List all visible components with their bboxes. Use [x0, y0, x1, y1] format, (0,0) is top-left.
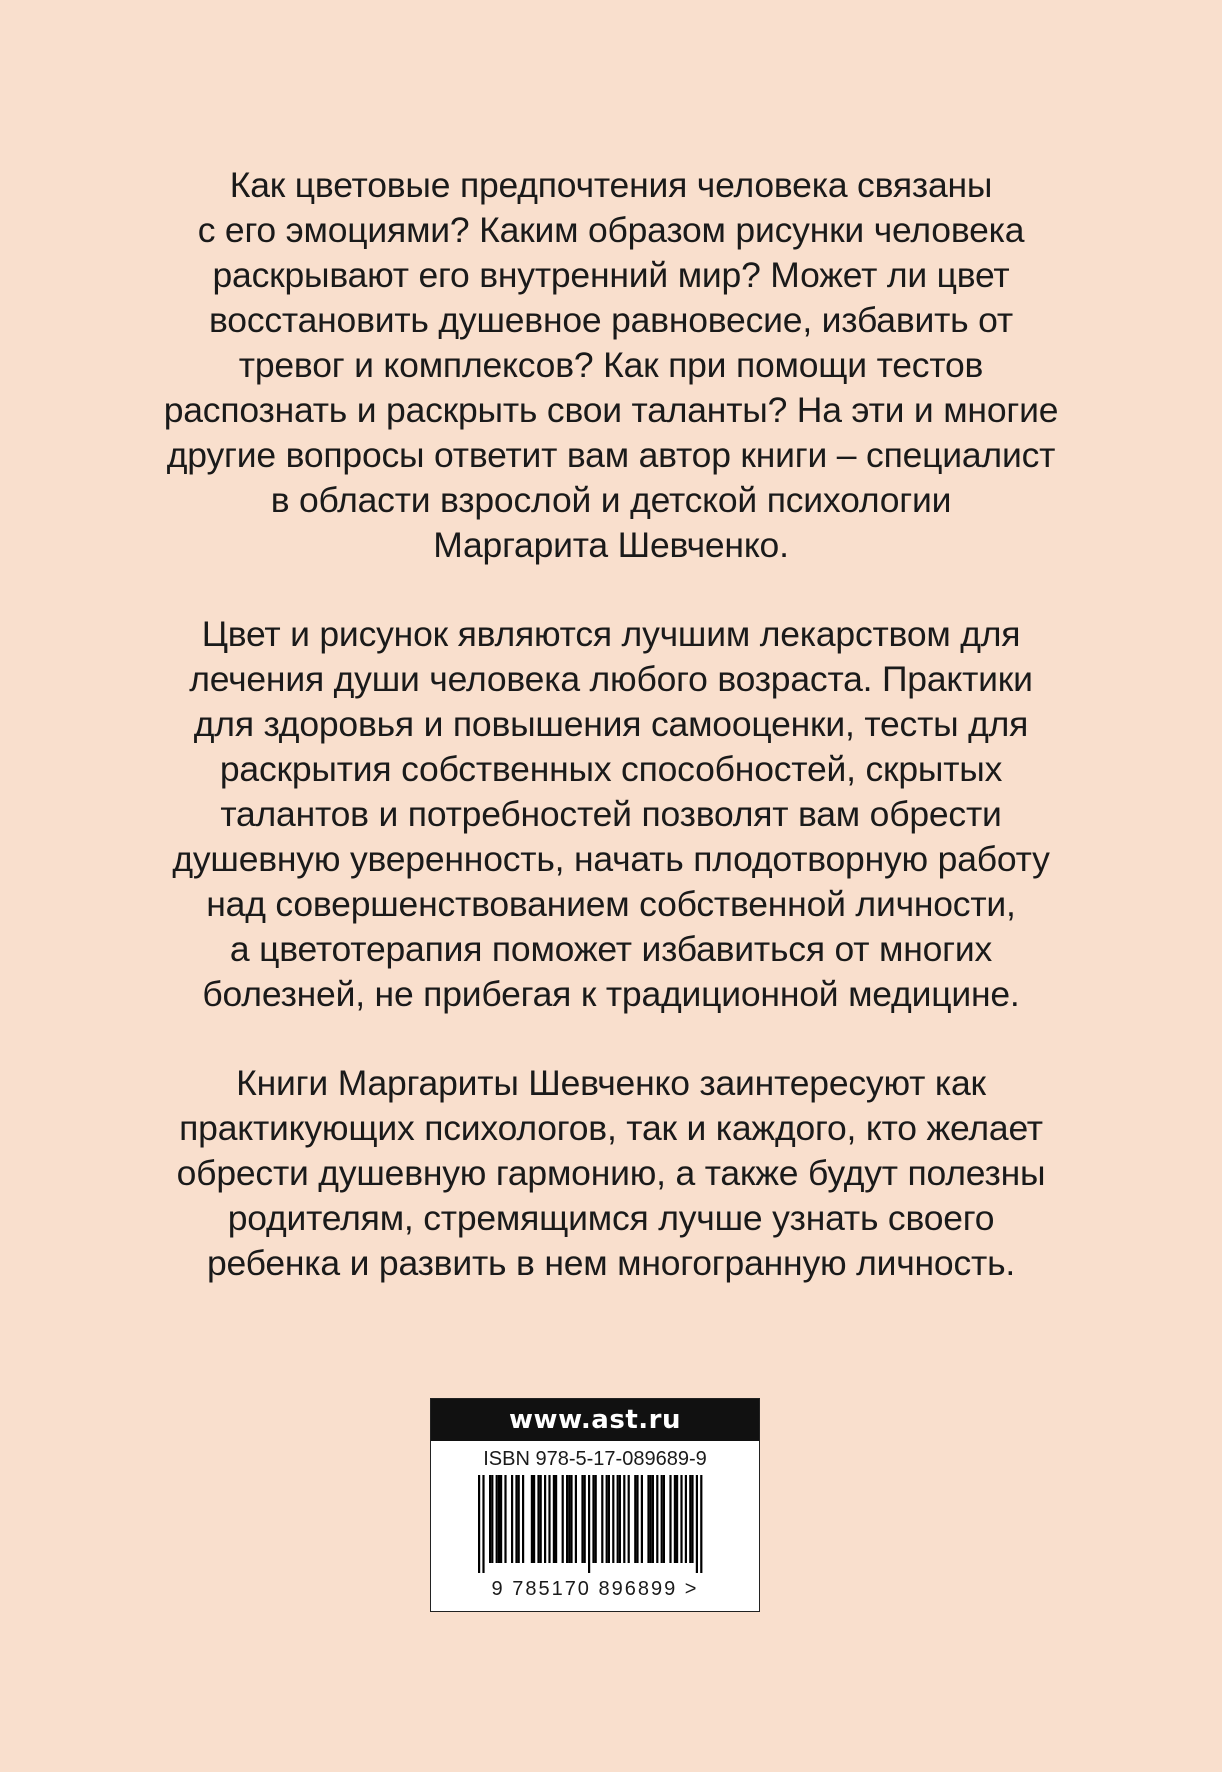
barcode-bar	[515, 1475, 517, 1563]
text-line: с его эмоциями? Каким образом рисунки человека	[197, 210, 1025, 250]
barcode-bar	[676, 1475, 678, 1563]
barcode-bar	[581, 1475, 583, 1563]
publisher-website: www.ast.ru	[431, 1399, 759, 1441]
description-paragraph-2	[60, 612, 1162, 1017]
text-line: Маргарита Шевченко.	[433, 525, 789, 565]
barcode-bar	[522, 1475, 524, 1563]
barcode-bar	[531, 1475, 533, 1563]
text-line: родителям, стремящимся лучше узнать своего	[227, 1198, 995, 1238]
barcode-bar	[562, 1475, 564, 1563]
barcode-bar	[669, 1475, 671, 1563]
barcode-bar	[544, 1475, 546, 1563]
barcode-bar	[689, 1475, 691, 1563]
text-line: тревог и комплексов? Как при помощи тестов	[238, 345, 984, 385]
barcode-bar	[555, 1475, 557, 1563]
barcode-bar	[656, 1475, 658, 1563]
barcode-icon	[470, 1475, 720, 1575]
barcode-bar	[553, 1475, 555, 1563]
barcode-bar	[619, 1475, 621, 1563]
barcode-digits: 9 785170 896899 >	[491, 1578, 699, 1600]
barcode-bar	[518, 1475, 520, 1563]
barcode-bar	[537, 1475, 539, 1563]
barcode-bar	[674, 1475, 676, 1563]
barcode-bar	[478, 1475, 480, 1573]
barcode-bar	[568, 1475, 570, 1563]
barcode-bar	[601, 1475, 603, 1563]
text-line: раскрытия собственных способностей, скрытых	[219, 749, 1003, 789]
description-paragraph-1	[60, 163, 1162, 568]
text-line: восстановить душевное равновесие, избавить от	[209, 300, 1013, 340]
barcode-bar	[700, 1475, 702, 1573]
text-line: над совершенствованием собственной личности,	[206, 884, 1016, 924]
barcode-bar	[482, 1475, 484, 1573]
barcode-bar	[652, 1475, 654, 1563]
barcode-bar	[650, 1475, 652, 1563]
text-line: обрести душевную гармонию, а также будут полезны	[176, 1153, 1046, 1193]
barcode-bar	[588, 1475, 590, 1573]
text-line: практикующих психологов, так и каждого, кто желает	[179, 1108, 1043, 1148]
barcode-bar	[566, 1475, 568, 1563]
text-line: распознать и раскрыть свои таланты? На эти и многие	[163, 390, 1059, 430]
barcode-bar	[691, 1475, 693, 1563]
text-line: ребенка и развить в нем многогранную личность.	[206, 1243, 1016, 1283]
isbn-number: ISBN 978-5-17-089689-9	[483, 1448, 707, 1470]
text-line: раскрывают его внутренний мир? Может ли цвет	[212, 255, 1010, 295]
barcode-bar	[533, 1475, 535, 1563]
barcode-bar	[685, 1475, 687, 1563]
barcode-bar	[584, 1475, 586, 1563]
text-line: болезней, не прибегая к традиционной медицине.	[202, 974, 1020, 1014]
barcode-bar	[634, 1475, 636, 1563]
barcode-bar	[636, 1475, 638, 1563]
barcode-bar	[612, 1475, 614, 1563]
barcode-label	[430, 1398, 760, 1612]
barcode-bar	[647, 1475, 649, 1563]
barcode-bar	[489, 1475, 491, 1563]
barcode-bar	[540, 1475, 542, 1563]
barcode-bar	[511, 1475, 513, 1563]
text-line: Цвет и рисунок являются лучшим лекарством для	[201, 614, 1021, 654]
barcode-bar	[680, 1475, 682, 1563]
barcode-bar	[548, 1475, 550, 1563]
barcode-bar	[500, 1475, 502, 1563]
barcode-bar	[696, 1475, 698, 1573]
text-line: другие вопросы ответит вам автор книги – специалист	[166, 435, 1056, 475]
barcode-bar	[606, 1475, 608, 1563]
barcode-bar	[491, 1475, 493, 1563]
barcode-bar	[661, 1475, 663, 1563]
text-line: в области взрослой и детской психологии	[270, 480, 952, 520]
text-line: талантов и потребностей позволят вам обрести	[220, 794, 1002, 834]
barcode-bar	[617, 1475, 619, 1563]
barcode-bar	[608, 1475, 610, 1563]
barcode-bar	[628, 1475, 630, 1563]
barcode-bar	[575, 1475, 577, 1563]
barcode-bar	[570, 1475, 572, 1563]
barcode-bar	[595, 1475, 597, 1563]
barcode-bar	[504, 1475, 506, 1563]
barcode-bar	[623, 1475, 625, 1563]
text-line: лечения души человека любого возраста. Практики	[189, 659, 1033, 699]
text-line: а цветотерапия поможет избавиться от многих	[229, 929, 993, 969]
barcode-bar	[663, 1475, 665, 1563]
text-line: душевную уверенность, начать плодотворную работу	[172, 839, 1050, 879]
barcode-bar	[641, 1475, 643, 1563]
text-line: для здоровья и повышения самооценки, тесты для	[193, 704, 1029, 744]
text-line: Книги Маргариты Шевченко заинтересуют как	[236, 1063, 986, 1103]
description-paragraph-3	[60, 1061, 1162, 1286]
barcode-bar	[592, 1475, 594, 1563]
barcode-bar	[498, 1475, 500, 1563]
text-line: Как цветовые предпочтения человека связаны	[229, 165, 993, 205]
barcode-bar	[496, 1475, 498, 1563]
